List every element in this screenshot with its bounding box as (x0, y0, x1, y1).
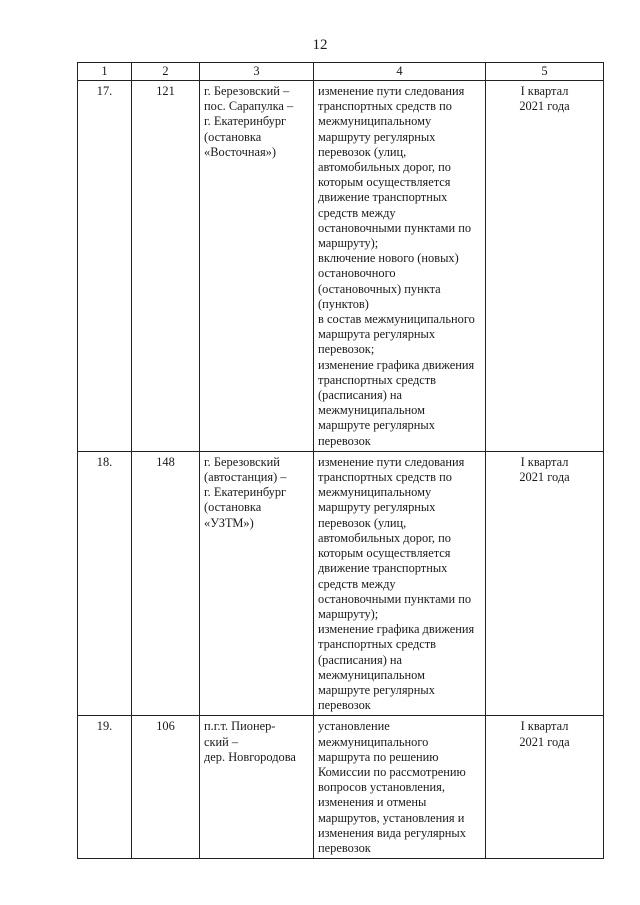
route-points: г. Березовский – пос. Сарапулка – г. Екатеринбург (остановка «Восточная») (204, 84, 294, 159)
header-cell-5: 5 (486, 63, 604, 81)
routes-table (77, 62, 604, 859)
row-number: 18. (78, 451, 132, 715)
header-cell-2: 2 (132, 63, 200, 81)
route-points: г. Березовский (автостанция) – г. Екатеринбург (остановка «УЗТМ») (204, 454, 287, 530)
table-row (78, 81, 604, 452)
deadline: I квартал 2021 года (519, 454, 570, 485)
route-number: 121 (132, 81, 200, 452)
page-number: 12 (312, 37, 328, 53)
row-number: 17. (78, 81, 132, 452)
header-cell-1: 1 (78, 63, 132, 81)
table-header-row (78, 63, 604, 81)
table-row (78, 451, 604, 715)
route-number: 148 (132, 451, 200, 715)
route-changes: изменение пути следования транспортных средств по межмуниципальному маршруту регулярных перевозок (улиц, автомобильных дорог, по которым осуществляется движение транспортных средств между остановочными пунктами по маршруту); включение нового (новых) остановочного (остановочных) пункта (пунктов) в состав межмуниципального маршрута регулярных перевозок; изменение графика движения транспортных средств (расписания) на межмуниципальном маршруте регулярных перевозок (318, 84, 475, 448)
route-changes: изменение пути следования транспортных средств по межмуниципальному маршруту регулярных перевозок (улиц, автомобильных дорог, по которым осуществляется движение транспортных средств между остановочными пунктами по маршруту); изменение графика движения транспортных средств (расписания) на межмуниципальном маршруте регулярных перевозок (318, 454, 475, 713)
table-row (78, 716, 604, 859)
header-cell-3: 3 (200, 63, 314, 81)
route-points: п.г.т. Пионер- ский – дер. Новгородова (204, 719, 296, 764)
route-number: 106 (132, 716, 200, 859)
header-cell-4: 4 (314, 63, 486, 81)
row-number: 19. (78, 716, 132, 859)
deadline: I квартал 2021 года (519, 719, 570, 749)
route-changes: установление межмуниципального маршрута по решению Комиссии по рассмотрению вопросов установления, изменения и отмены маршрутов, установления и изменения вида регулярных перевозок (318, 719, 466, 855)
deadline: I квартал 2021 года (519, 84, 570, 114)
